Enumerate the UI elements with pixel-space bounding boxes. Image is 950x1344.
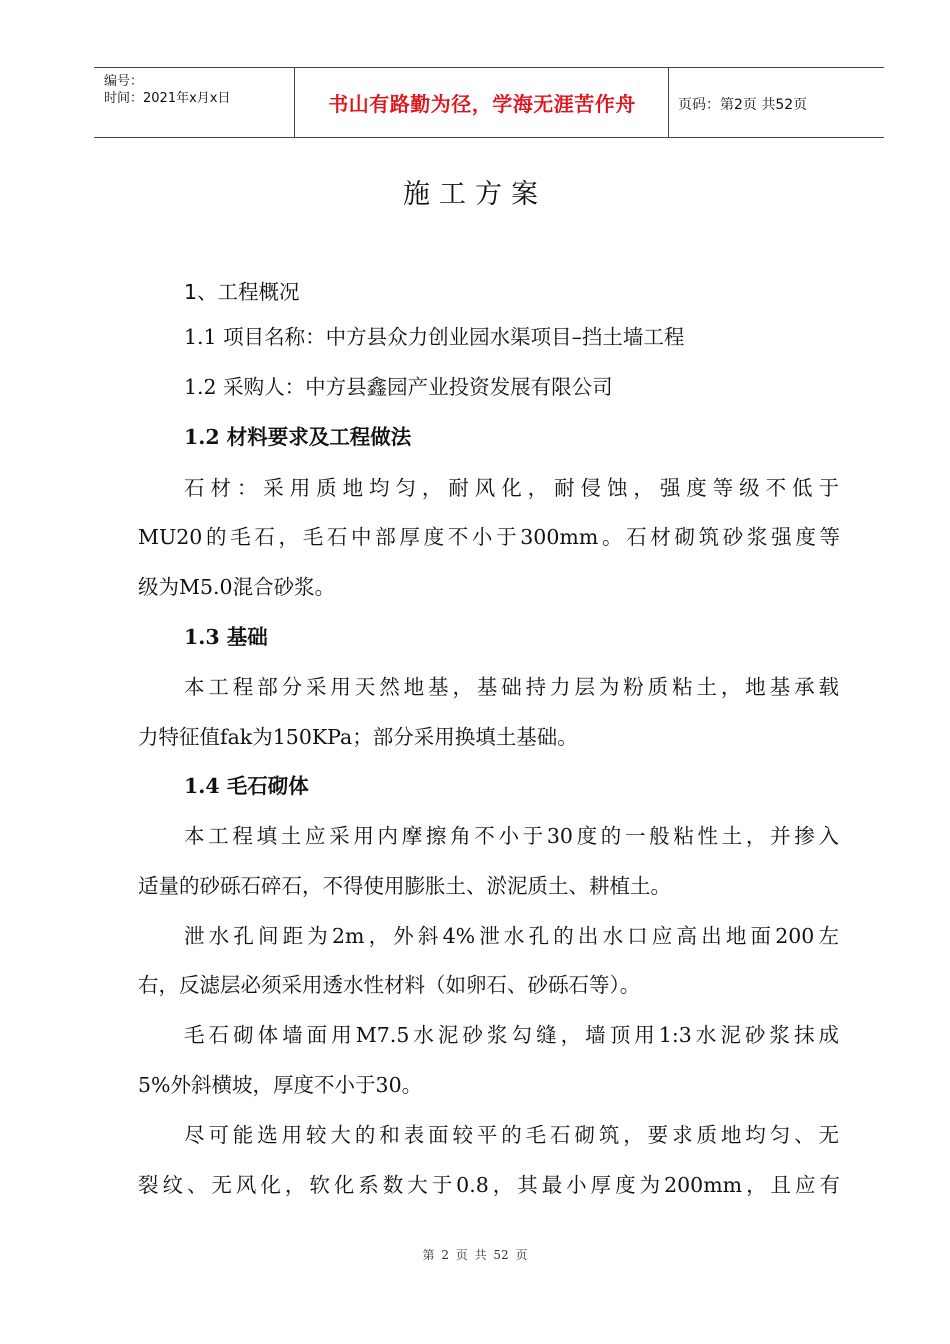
paragraph-line: MU20的毛石，毛石中部厚度不小于300mm。石材砌筑砂浆强度等 xyxy=(138,525,840,549)
paragraph-line: 毛石砌体墙面用M7.5水泥砂浆勾缝，墙顶用1:3水泥砂浆抹成 xyxy=(184,1023,839,1047)
paragraph-line: 级为M5.0混合砂浆。 xyxy=(138,575,336,599)
paragraph-line: 5%外斜横坡，厚度不小于30。 xyxy=(138,1073,423,1097)
header-page-info: 页码：第2页 共52页 xyxy=(678,97,808,113)
project-name-line: 1.1 项目名称：中方县众力创业园水渠项目–挡土墙工程 xyxy=(184,325,685,349)
paragraph-line: 尽可能选用较大的和表面较平的毛石砌筑，要求质地均匀、无 xyxy=(184,1123,839,1147)
serial-label: 编号： xyxy=(104,74,144,89)
purchaser-line: 1.2 采购人：中方县鑫园产业投资发展有限公司 xyxy=(184,375,613,399)
paragraph-line: 石材：采用质地均匀，耐风化，耐侵蚀，强度等级不低于 xyxy=(184,476,839,500)
paragraph-line: 本工程填土应采用内摩擦角不小于30度的一般粘性土，并掺入 xyxy=(184,824,839,848)
paragraph-line: 泄水孔间距为2m，外斜4%泄水孔的出水口应高出地面200左 xyxy=(184,924,839,948)
document-title: 施工方案 xyxy=(403,179,547,210)
page-footer: 第 2 页 共 52 页 xyxy=(422,1248,528,1262)
paragraph-line: 力特征值fak为150KPa；部分采用换填土基础。 xyxy=(138,725,578,749)
header-motto: 书山有路勤为径，学海无涯苦作舟 xyxy=(328,92,636,116)
header-divider xyxy=(668,68,669,137)
header-table xyxy=(94,67,884,138)
subsection-heading: 1.3 基础 xyxy=(184,625,268,649)
time-label: 时间：2021年x月x日 xyxy=(104,91,231,106)
paragraph-line: 右，反滤层必须采用透水性材料（如卵石、砂砾石等）。 xyxy=(138,973,641,997)
paragraph-line: 本工程部分采用天然地基，基础持力层为粉质粘土，地基承载 xyxy=(184,675,839,699)
paragraph-line: 适量的砂砾石碎石，不得使用膨胀土、淤泥质土、耕植土。 xyxy=(138,874,671,898)
section-heading: 1、工程概况 xyxy=(184,280,300,304)
subsection-heading: 1.2 材料要求及工程做法 xyxy=(184,425,412,449)
header-meta xyxy=(104,73,230,107)
header-divider xyxy=(294,68,295,137)
paragraph-line: 裂纹、无风化，软化系数大于0.8，其最小厚度为200mm，且应有 xyxy=(138,1173,840,1197)
subsection-heading: 1.4 毛石砌体 xyxy=(184,774,309,798)
